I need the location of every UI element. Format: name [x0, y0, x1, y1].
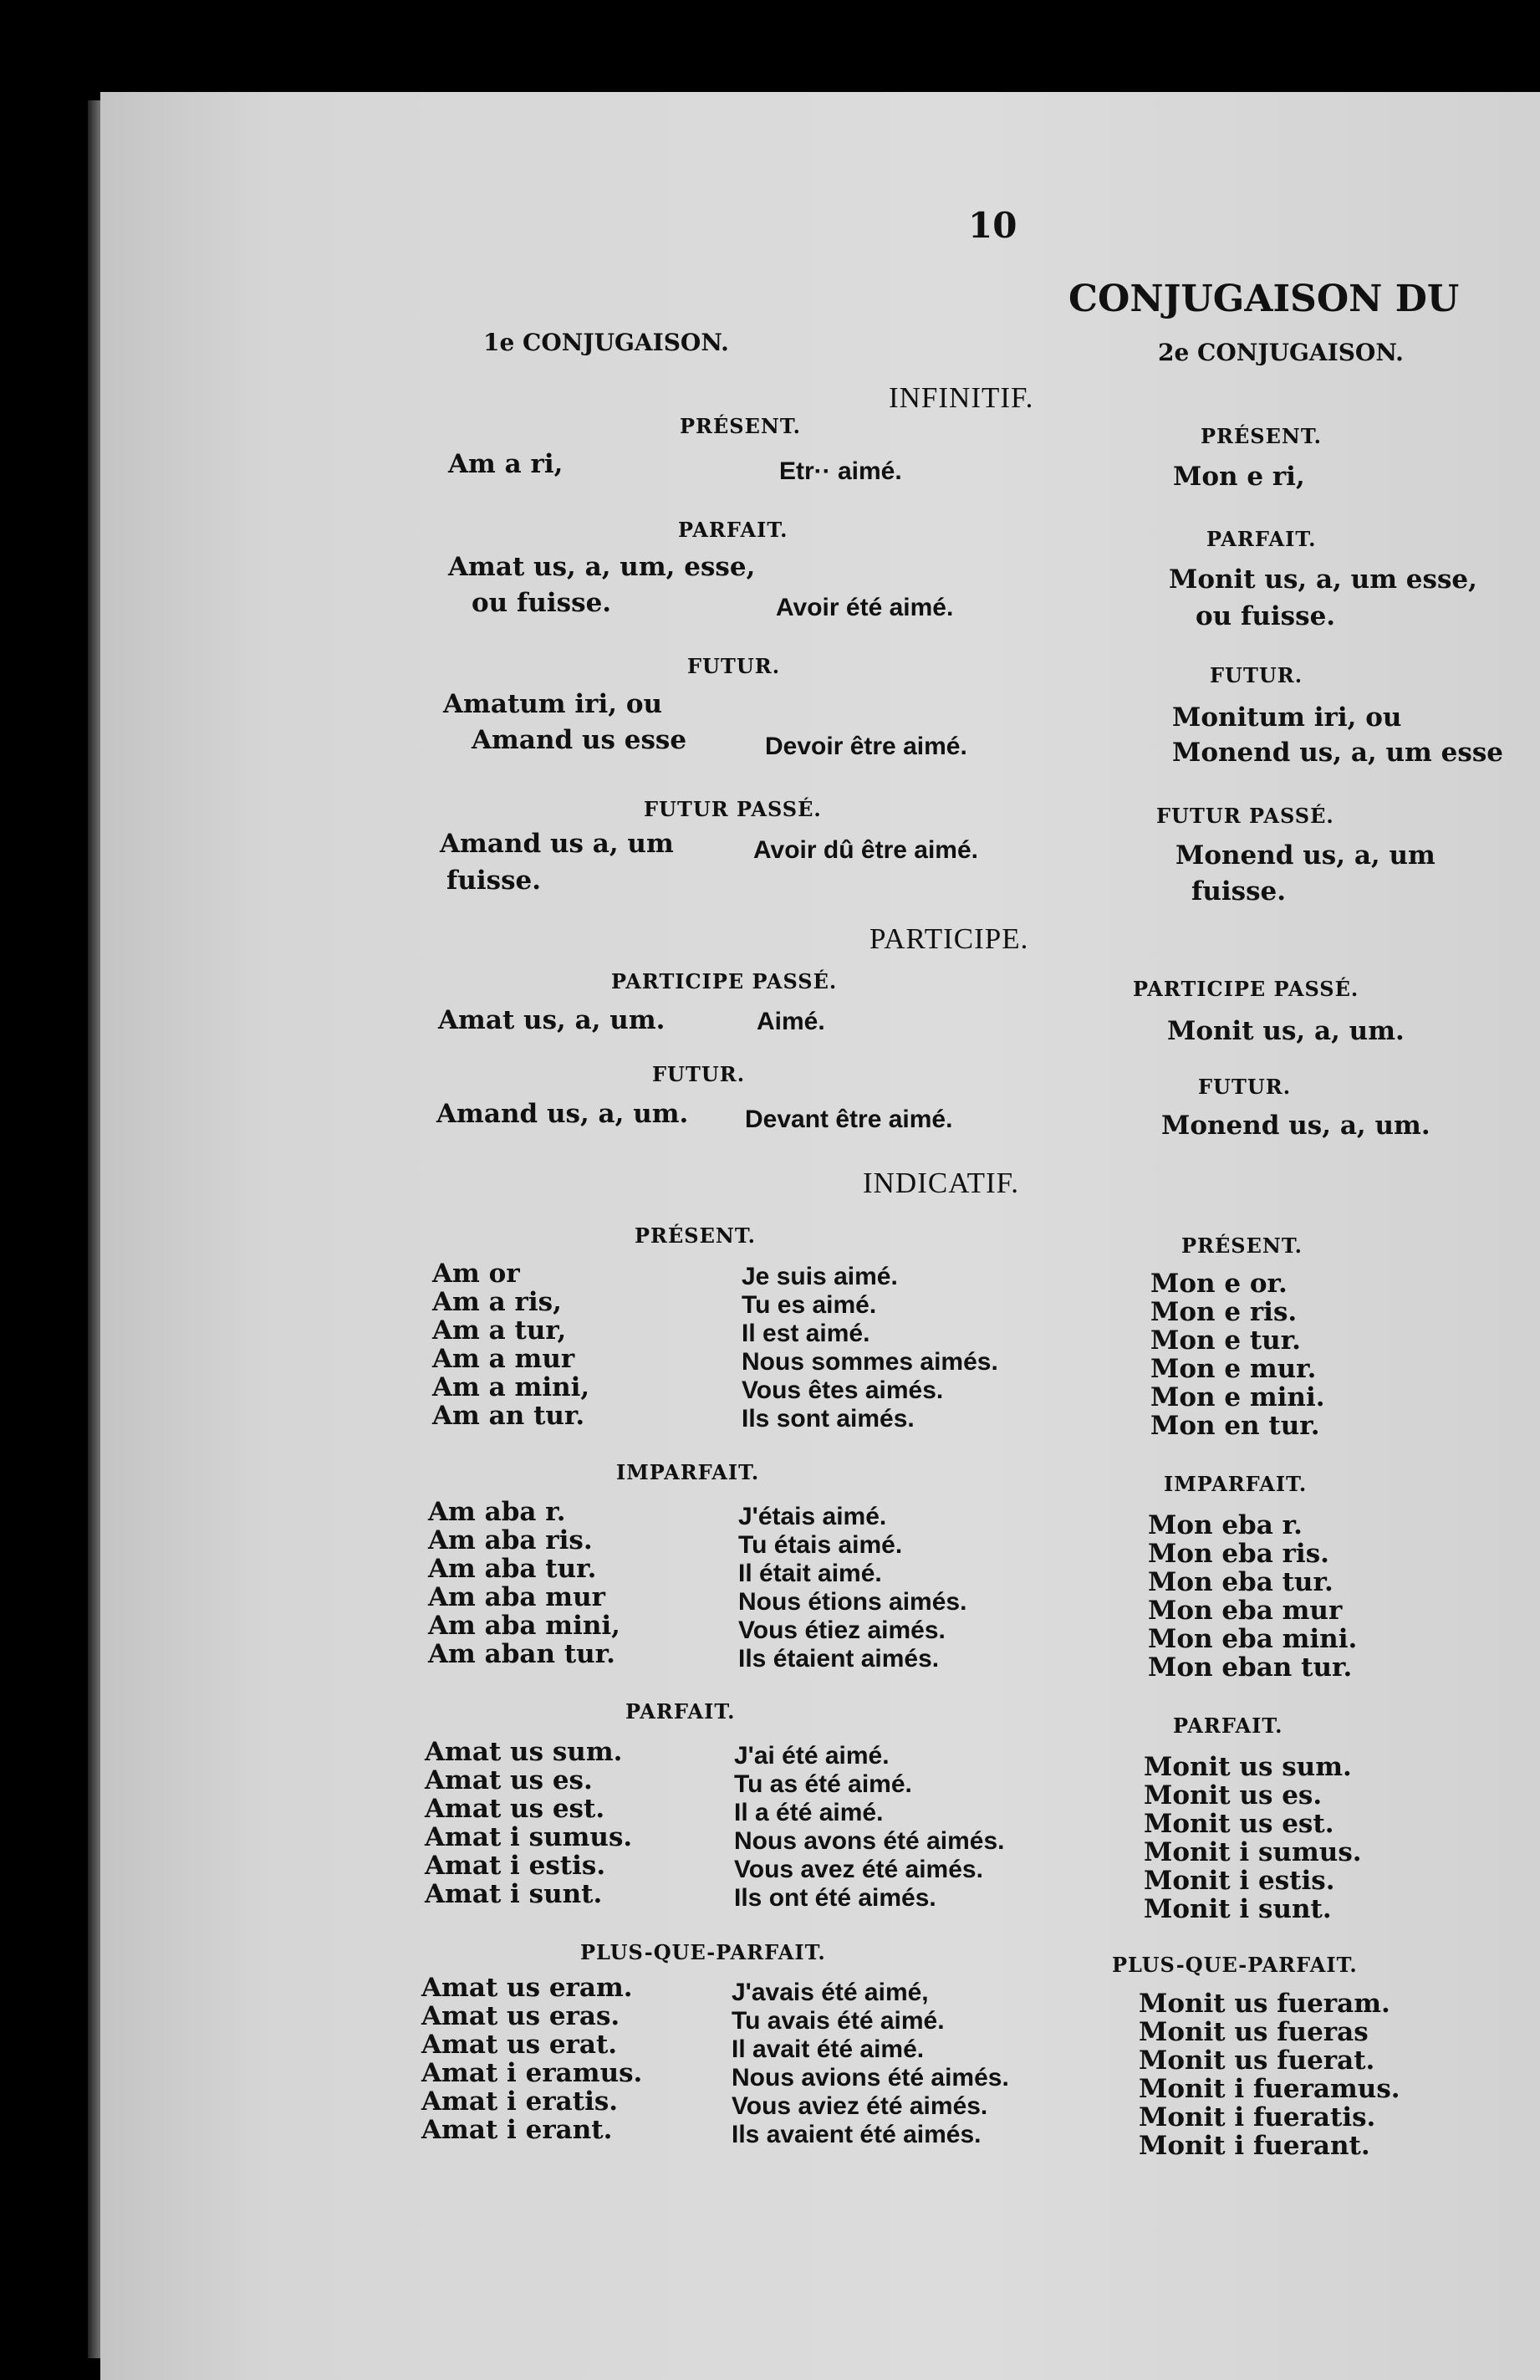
indicatif-present-french-4: Nous sommes aimés.: [742, 1348, 998, 1376]
indicatif-present-label: PRÉSENT.: [635, 1223, 756, 1248]
participe-passe-label-right: PARTICIPE PASSÉ.: [1133, 977, 1359, 1001]
indicatif-imparfait-latin-right-3: Mon eba tur.: [1148, 1567, 1333, 1597]
indicatif-parfait-french-1: J'ai été aimé.: [734, 1742, 890, 1770]
indicatif-imparfait-latin-5: Am aba mini,: [428, 1611, 620, 1641]
indicatif-imparfait-french-3: Il était aimé.: [738, 1560, 882, 1587]
indicatif-imparfait-latin-right-1: Mon eba r.: [1148, 1510, 1303, 1540]
indicatif-parfait-french-5: Vous avez été aimés.: [734, 1856, 983, 1883]
indicatif-parfait-latin-4: Amat i sumus.: [425, 1822, 633, 1852]
indicatif-parfait-french-2: Tu as été aimé.: [734, 1770, 912, 1798]
participe-passe-latin: Amat us, a, um.: [438, 1005, 665, 1035]
indicatif-pqp-latin-right-1: Monit us fueram.: [1139, 1989, 1390, 2019]
indicatif-present-french-3: Il est aimé.: [742, 1320, 870, 1347]
page-edge-shadow: [88, 100, 101, 2358]
indicatif-present-french-5: Vous êtes aimés.: [742, 1376, 944, 1404]
indicatif-imparfait-latin-4: Am aba mur: [428, 1582, 605, 1612]
indicatif-parfait-latin-5: Amat i estis.: [425, 1851, 606, 1881]
indicatif-pqp-french-4: Nous avions été aimés.: [732, 2064, 1009, 2091]
indicatif-parfait-label: PARFAIT.: [625, 1699, 736, 1724]
indicatif-present-latin-right-2: Mon e ris.: [1150, 1297, 1298, 1327]
indicatif-imparfait-latin-right-2: Mon eba ris.: [1148, 1539, 1329, 1569]
indicatif-present-latin-2: Am a ris,: [432, 1287, 562, 1317]
indicatif-pqp-french-6: Ils avaient été aimés.: [732, 2121, 982, 2148]
indicatif-pqp-latin-5: Amat i eratis.: [421, 2086, 619, 2117]
indicatif-present-latin-5: Am a mini,: [432, 1372, 590, 1402]
participe-passe-french: Aimé.: [757, 1008, 825, 1035]
section-indicatif: INDICATIF.: [863, 1167, 1020, 1199]
participe-futur-french: Devant être aimé.: [745, 1106, 953, 1133]
infinitif-futur-passe-french: Avoir dû être aimé.: [753, 836, 978, 864]
indicatif-pqp-latin-right-2: Monit us fueras: [1139, 2017, 1369, 2047]
infinitif-futur-passe-label-right: FUTUR PASSÉ.: [1156, 804, 1334, 828]
indicatif-imparfait-latin-1: Am aba r.: [428, 1497, 566, 1527]
indicatif-parfait-latin-right-1: Monit us sum.: [1144, 1752, 1352, 1782]
indicatif-parfait-latin-2: Amat us es.: [425, 1765, 593, 1795]
participe-passe-latin-right: Monit us, a, um.: [1167, 1016, 1405, 1046]
infinitif-present-latin-right: Mon e ri,: [1173, 462, 1305, 492]
indicatif-parfait-label-right: PARFAIT.: [1173, 1713, 1283, 1738]
infinitif-futur-latin-right-1: Monitum iri, ou: [1172, 702, 1402, 733]
indicatif-present-french-2: Tu es aimé.: [742, 1291, 877, 1319]
infinitif-present-label-right: PRÉSENT.: [1201, 424, 1322, 448]
indicatif-pqp-french-3: Il avait été aimé.: [732, 2035, 925, 2063]
indicatif-plus-que-parfait-label-right: PLUS-QUE-PARFAIT.: [1112, 1953, 1358, 1977]
indicatif-present-label-right: PRÉSENT.: [1181, 1233, 1303, 1258]
infinitif-futur-passe-latin-right-1: Monend us, a, um: [1175, 840, 1435, 871]
infinitif-futur-french: Devoir être aimé.: [765, 733, 967, 760]
page-number: 10: [968, 205, 1017, 246]
indicatif-imparfait-latin-right-6: Mon eban tur.: [1148, 1652, 1353, 1683]
indicatif-imparfait-latin-3: Am aba tur.: [428, 1554, 597, 1584]
infinitif-parfait-latin-2: ou fuisse.: [472, 588, 612, 618]
indicatif-present-latin-right-1: Mon e or.: [1150, 1269, 1288, 1299]
indicatif-present-french-1: Je suis aimé.: [742, 1263, 898, 1290]
infinitif-parfait-latin-1: Amat us, a, um, esse,: [448, 552, 756, 582]
participe-futur-label-right: FUTUR.: [1198, 1075, 1292, 1099]
indicatif-pqp-latin-3: Amat us erat.: [421, 2030, 618, 2060]
indicatif-pqp-latin-6: Amat i erant.: [421, 2115, 613, 2145]
indicatif-pqp-french-1: J'avais été aimé,: [732, 1979, 929, 2006]
infinitif-present-latin: Am a ri,: [448, 449, 563, 479]
left-conjugation-label: 1e CONJUGAISON.: [483, 329, 729, 356]
infinitif-futur-latin-1: Amatum iri, ou: [443, 689, 663, 719]
indicatif-parfait-latin-right-4: Monit i sumus.: [1144, 1837, 1362, 1867]
right-conjugation-label: 2e CONJUGAISON.: [1158, 339, 1404, 366]
infinitif-futur-passe-latin-2: fuisse.: [446, 866, 542, 896]
indicatif-imparfait-latin-2: Am aba ris.: [428, 1525, 593, 1555]
indicatif-imparfait-label-right: IMPARFAIT.: [1164, 1472, 1308, 1496]
infinitif-parfait-latin-right-2: ou fuisse.: [1196, 601, 1336, 631]
indicatif-pqp-latin-right-5: Monit i fueratis.: [1139, 2102, 1376, 2132]
indicatif-imparfait-latin-6: Am aban tur.: [428, 1639, 615, 1669]
indicatif-present-latin-6: Am an tur.: [432, 1401, 585, 1431]
infinitif-parfait-label: PARFAIT.: [678, 518, 788, 542]
indicatif-parfait-french-4: Nous avons été aimés.: [734, 1827, 1005, 1855]
indicatif-present-latin-1: Am or: [432, 1259, 520, 1289]
indicatif-imparfait-french-6: Ils étaient aimés.: [738, 1645, 940, 1673]
indicatif-pqp-latin-1: Amat us eram.: [421, 1973, 633, 2003]
page-title: CONJUGAISON DU: [1068, 278, 1460, 320]
indicatif-pqp-latin-right-6: Monit i fuerant.: [1139, 2131, 1370, 2161]
indicatif-imparfait-french-1: J'étais aimé.: [738, 1503, 887, 1530]
indicatif-pqp-french-5: Vous aviez été aimés.: [732, 2092, 988, 2120]
indicatif-parfait-french-3: Il a été aimé.: [734, 1799, 884, 1826]
infinitif-present-label: PRÉSENT.: [680, 414, 801, 438]
infinitif-futur-passe-label: FUTUR PASSÉ.: [644, 797, 822, 821]
indicatif-parfait-latin-right-2: Monit us es.: [1144, 1780, 1323, 1811]
infinitif-present-french: Etr·· aimé.: [779, 457, 902, 485]
participe-futur-latin-right: Monend us, a, um.: [1161, 1111, 1430, 1141]
indicatif-pqp-latin-4: Amat i eramus.: [421, 2058, 643, 2088]
infinitif-parfait-label-right: PARFAIT.: [1206, 527, 1317, 551]
indicatif-parfait-latin-6: Amat i sunt.: [425, 1879, 603, 1909]
indicatif-imparfait-french-2: Tu étais aimé.: [738, 1531, 903, 1559]
infinitif-parfait-latin-right-1: Monit us, a, um esse,: [1169, 564, 1477, 595]
indicatif-present-latin-4: Am a mur: [432, 1344, 575, 1374]
indicatif-imparfait-label: IMPARFAIT.: [616, 1460, 760, 1484]
indicatif-present-latin-right-3: Mon e tur.: [1150, 1325, 1301, 1356]
participe-passe-label: PARTICIPE PASSÉ.: [611, 969, 838, 993]
participe-futur-label: FUTUR.: [652, 1062, 746, 1086]
infinitif-parfait-french: Avoir été aimé.: [776, 594, 954, 621]
indicatif-plus-que-parfait-label: PLUS-QUE-PARFAIT.: [580, 1940, 826, 1964]
section-participe: PARTICIPE.: [869, 922, 1029, 955]
indicatif-pqp-french-2: Tu avais été aimé.: [732, 2007, 945, 2035]
indicatif-imparfait-french-4: Nous étions aimés.: [738, 1588, 967, 1616]
indicatif-imparfait-french-5: Vous étiez aimés.: [738, 1616, 946, 1644]
indicatif-parfait-latin-right-5: Monit i estis.: [1144, 1866, 1335, 1896]
indicatif-present-latin-right-5: Mon e mini.: [1150, 1382, 1325, 1412]
indicatif-imparfait-latin-right-4: Mon eba mur: [1148, 1596, 1343, 1626]
indicatif-pqp-latin-2: Amat us eras.: [421, 2001, 620, 2031]
section-infinitif: INFINITIF.: [889, 381, 1034, 414]
participe-futur-latin: Amand us, a, um.: [436, 1099, 689, 1129]
indicatif-present-latin-3: Am a tur,: [432, 1315, 567, 1346]
infinitif-futur-passe-latin-right-2: fuisse.: [1191, 876, 1287, 907]
indicatif-imparfait-latin-right-5: Mon eba mini.: [1148, 1624, 1358, 1654]
infinitif-futur-passe-latin-1: Amand us a, um: [440, 829, 674, 859]
indicatif-pqp-latin-right-4: Monit i fueramus.: [1139, 2074, 1400, 2104]
infinitif-futur-latin-2: Amand us esse: [472, 725, 687, 755]
indicatif-present-latin-right-4: Mon e mur.: [1150, 1354, 1317, 1384]
indicatif-parfait-latin-3: Amat us est.: [425, 1794, 605, 1824]
indicatif-present-latin-right-6: Mon en tur.: [1150, 1411, 1320, 1441]
infinitif-futur-label-right: FUTUR.: [1210, 663, 1303, 687]
indicatif-pqp-latin-right-3: Monit us fuerat.: [1139, 2045, 1375, 2076]
indicatif-present-french-6: Ils sont aimés.: [742, 1405, 915, 1433]
indicatif-parfait-latin-right-6: Monit i sunt.: [1144, 1894, 1332, 1924]
infinitif-futur-latin-right-2: Monend us, a, um esse: [1172, 738, 1503, 768]
indicatif-parfait-latin-right-3: Monit us est.: [1144, 1809, 1334, 1839]
indicatif-parfait-french-6: Ils ont été aimés.: [734, 1884, 936, 1912]
infinitif-futur-label: FUTUR.: [687, 654, 781, 678]
indicatif-parfait-latin-1: Amat us sum.: [425, 1737, 623, 1767]
